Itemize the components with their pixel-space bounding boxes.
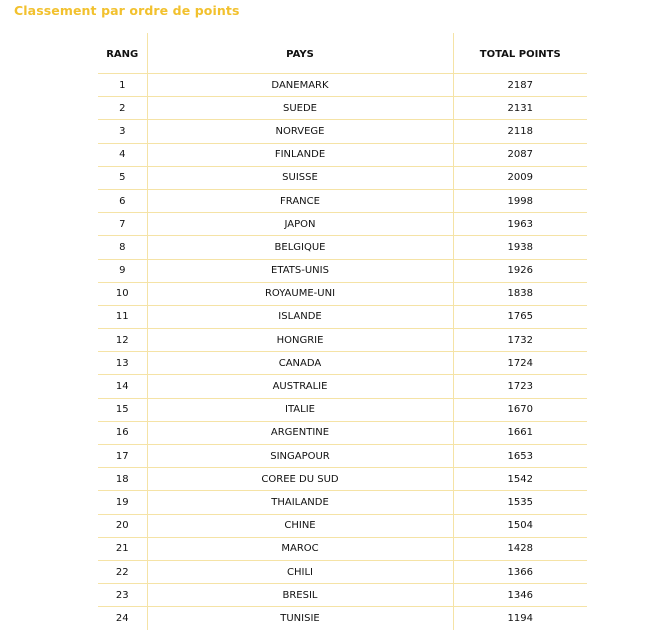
country-cell: BRESIL xyxy=(147,584,453,607)
rank-cell: 24 xyxy=(115,612,129,624)
points-cell: 2087 xyxy=(453,143,587,166)
points-cell: 1504 xyxy=(453,514,587,537)
table-header xyxy=(98,33,587,74)
country-cell: CHILI xyxy=(147,560,453,583)
column-header-rank: RANG xyxy=(98,33,147,74)
points-cell: 1838 xyxy=(453,282,587,305)
country-cell: NORVEGE xyxy=(147,120,453,143)
rank-cell: 12 xyxy=(98,329,147,352)
table-row xyxy=(98,584,587,607)
table-row xyxy=(98,97,587,120)
rank-cell: 6 xyxy=(98,189,147,212)
country-cell: SUEDE xyxy=(147,97,453,120)
table-row xyxy=(98,537,587,560)
table-row xyxy=(98,305,587,328)
rank-cell: 15 xyxy=(98,398,147,421)
rank-cell: 16 xyxy=(98,421,147,444)
country-cell: AUSTRALIE xyxy=(147,375,453,398)
table-row xyxy=(98,514,587,537)
country-cell: JAPON xyxy=(147,213,453,236)
country-cell: SUISSE xyxy=(147,166,453,189)
points-cell: 1963 xyxy=(453,213,587,236)
table-row xyxy=(98,421,587,444)
table-row xyxy=(98,468,587,491)
country-cell: COREE DU SUD xyxy=(147,468,453,491)
points-cell: 1670 xyxy=(453,398,587,421)
table-row xyxy=(98,120,587,143)
rank-cell: 7 xyxy=(98,213,147,236)
country-cell: BELGIQUE xyxy=(147,236,453,259)
country-cell: TUNISIE xyxy=(147,607,453,630)
points-cell: 1194 xyxy=(453,607,587,630)
country-cell: ROYAUME-UNI xyxy=(147,282,453,305)
table-row xyxy=(98,74,587,97)
rank-cell: 20 xyxy=(98,514,147,537)
table-row xyxy=(98,560,587,583)
rank-cell: 22 xyxy=(98,560,147,583)
country-cell: ETATS-UNIS xyxy=(147,259,453,282)
rank-cell: 11 xyxy=(98,305,147,328)
rank-cell: 17 xyxy=(98,445,147,468)
rank-cell: 1 xyxy=(98,74,147,97)
table-row xyxy=(98,282,587,305)
rank-cell: 8 xyxy=(98,236,147,259)
country-cell: FINLANDE xyxy=(147,143,453,166)
country-cell: HONGRIE xyxy=(147,329,453,352)
country-cell: THAILANDE xyxy=(147,491,453,514)
table-row xyxy=(98,213,587,236)
points-cell: 1661 xyxy=(453,421,587,444)
rank-cell: 18 xyxy=(98,468,147,491)
points-cell: 2187 xyxy=(453,74,587,97)
page-title: Classement par ordre de points xyxy=(14,3,240,18)
rank-cell: 13 xyxy=(98,352,147,375)
points-cell: 1428 xyxy=(453,537,587,560)
table-row xyxy=(98,329,587,352)
table-row xyxy=(98,375,587,398)
column-header-points: TOTAL POINTS xyxy=(453,33,587,74)
table-row xyxy=(98,352,587,375)
rank-cell: 14 xyxy=(98,375,147,398)
table-row xyxy=(98,166,587,189)
table-row xyxy=(98,607,587,630)
points-cell: 1724 xyxy=(453,352,587,375)
points-cell: 1765 xyxy=(453,305,587,328)
header-row xyxy=(98,33,587,74)
rank-cell: 10 xyxy=(98,282,147,305)
country-cell: MAROC xyxy=(147,537,453,560)
ranking-table xyxy=(98,33,587,630)
points-cell: 2009 xyxy=(453,166,587,189)
country-cell: ISLANDE xyxy=(147,305,453,328)
country-cell: SINGAPOUR xyxy=(147,445,453,468)
table-row xyxy=(98,259,587,282)
country-cell: CANADA xyxy=(147,352,453,375)
points-cell: 1938 xyxy=(453,236,587,259)
rank-cell: 5 xyxy=(98,166,147,189)
table-row xyxy=(98,189,587,212)
points-cell: 2118 xyxy=(453,120,587,143)
points-cell: 1732 xyxy=(453,329,587,352)
rank-cell: 19 xyxy=(98,491,147,514)
rank-cell: 2 xyxy=(98,97,147,120)
rank-cell: 3 xyxy=(98,120,147,143)
points-cell: 1366 xyxy=(453,560,587,583)
rank-cell: 4 xyxy=(98,143,147,166)
rank-cell: 23 xyxy=(98,584,147,607)
country-cell: FRANCE xyxy=(147,189,453,212)
table-row xyxy=(98,398,587,421)
country-cell: ARGENTINE xyxy=(147,421,453,444)
table-body xyxy=(98,74,587,630)
table-row xyxy=(98,143,587,166)
points-cell: 1926 xyxy=(453,259,587,282)
points-cell: 1723 xyxy=(453,375,587,398)
rank-cell: 9 xyxy=(98,259,147,282)
table-row xyxy=(98,445,587,468)
points-cell: 1998 xyxy=(453,189,587,212)
table-row xyxy=(98,491,587,514)
points-cell: 1653 xyxy=(453,445,587,468)
points-cell: 1542 xyxy=(453,468,587,491)
rank-cell: 21 xyxy=(98,537,147,560)
points-cell: 2131 xyxy=(453,97,587,120)
points-cell: 1346 xyxy=(453,584,587,607)
country-cell: DANEMARK xyxy=(147,74,453,97)
table-row xyxy=(98,236,587,259)
column-header-country: PAYS xyxy=(147,33,453,74)
country-cell: CHINE xyxy=(147,514,453,537)
country-cell: ITALIE xyxy=(147,398,453,421)
points-cell: 1535 xyxy=(453,491,587,514)
